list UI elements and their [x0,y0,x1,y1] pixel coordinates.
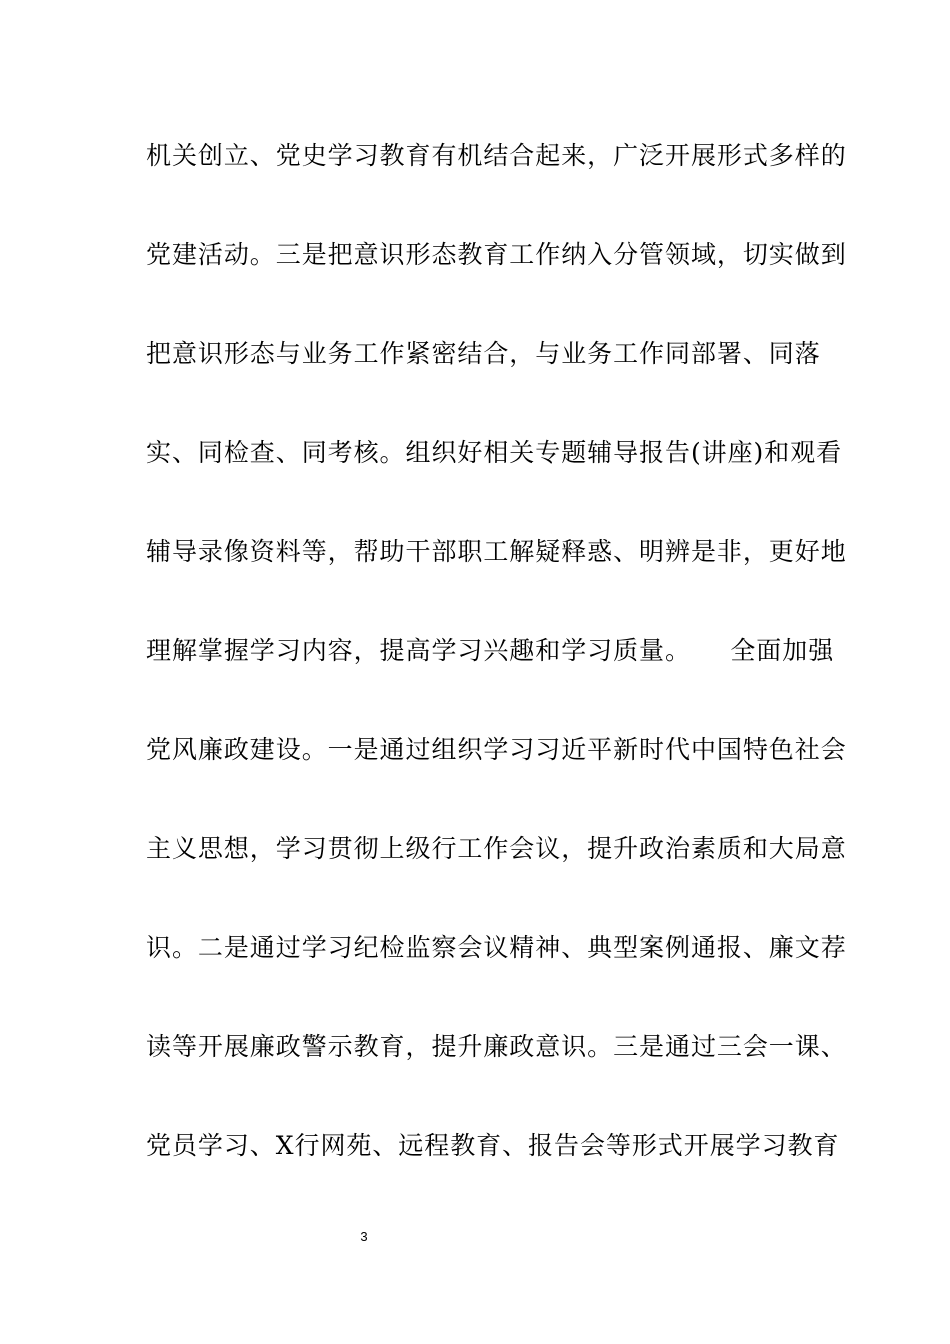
text-line-11: 党员学习、X行网苑、远程教育、报告会等形式开展学习教育 [146,1131,840,1160]
text-line-9: 识。二是通过学习纪检监察会议精神、典型案例通报、廉文荐 [146,933,847,962]
text-line-4: 实、同检查、同考核。组织好相关专题辅导报告(讲座)和观看 [146,438,843,467]
text-line-5: 辅导录像资料等，帮助干部职工解疑释惑、明辨是非，更好地 [146,537,847,566]
text-line-6: 理解掌握学习内容，提高学习兴趣和学习质量。 全面加强 [146,636,835,665]
text-line-2: 党建活动。三是把意识形态教育工作纳入分管领域，切实做到 [146,240,847,269]
text-line-1: 机关创立、党史学习教育有机结合起来，广泛开展形式多样的 [146,141,847,170]
text-line-10: 读等开展廉政警示教育，提升廉政意识。三是通过三会一课、 [146,1032,847,1061]
text-line-7: 党风廉政建设。一是通过组织学习习近平新时代中国特色社会 [146,735,847,764]
text-line-8: 主义思想，学习贯彻上级行工作会议，提升政治素质和大局意 [146,834,847,863]
page-number: 3 [360,1229,368,1244]
body-text [146,131,847,1220]
text-line-3: 把意识形态与业务工作紧密结合，与业务工作同部署、同落 [146,339,821,368]
